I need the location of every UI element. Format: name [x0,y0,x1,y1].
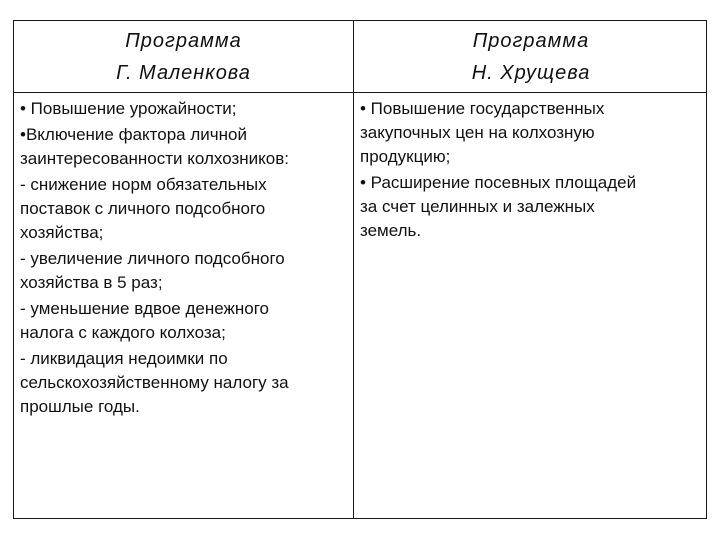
malenkov-program-item [20,347,342,419]
malenkov-program-item-line: - увеличение личного подсобного [20,249,285,268]
header-khrushchev [354,21,708,92]
malenkov-program-item [20,297,342,345]
malenkov-program-item-line: поставок с личного подсобного [20,199,266,218]
malenkov-program-item [20,247,342,295]
malenkov-program-item-line: - снижение норм обязательных [20,175,267,194]
header-malenkov-line1: Программа [125,30,242,52]
malenkov-program-item-line: - ликвидация недоимки по [20,349,228,368]
malenkov-program-list [20,97,342,421]
malenkov-program-item-line: • Повышение урожайности; [20,99,237,118]
malenkov-program-item [20,123,342,171]
header-divider [14,92,706,93]
malenkov-program-item-line: хозяйства в 5 раз; [20,273,163,292]
comparison-table [13,20,707,519]
column-divider [353,21,354,518]
malenkov-program-item-line: сельскохозяйственному налогу за [20,373,289,392]
khrushchev-program-item-line: • Повышение государственных [360,99,605,118]
khrushchev-program-list [360,97,698,245]
malenkov-program-item-line: хозяйства; [20,223,104,242]
header-khrushchev-line1: Программа [472,30,590,52]
khrushchev-program-item-line: за счет целинных и залежных [360,197,595,216]
malenkov-program-item-line: налога с каждого колхоза; [20,323,226,342]
khrushchev-program-item [360,171,698,243]
malenkov-program-item-line: заинтересованности колхозников: [20,149,289,168]
khrushchev-program-item [360,97,698,169]
malenkov-program-item [20,97,342,121]
malenkov-program-item-line: •Включение фактора личной [20,125,247,144]
header-malenkov [14,21,353,92]
malenkov-program-item-line: прошлые годы. [20,397,140,416]
header-khrushchev-line2: Н. Хрущева [471,62,591,84]
khrushchev-program-item-line: продукцию; [360,147,451,166]
malenkov-program-item-line: - уменьшение вдвое денежного [20,299,269,318]
khrushchev-program-item-line: земель. [360,221,422,240]
malenkov-program-item [20,173,342,245]
khrushchev-program-item-line: закупочных цен на колхозную [360,123,595,142]
khrushchev-program-item-line: • Расширение посевных площадей [360,173,637,192]
header-malenkov-line2: Г. Маленкова [116,62,251,84]
